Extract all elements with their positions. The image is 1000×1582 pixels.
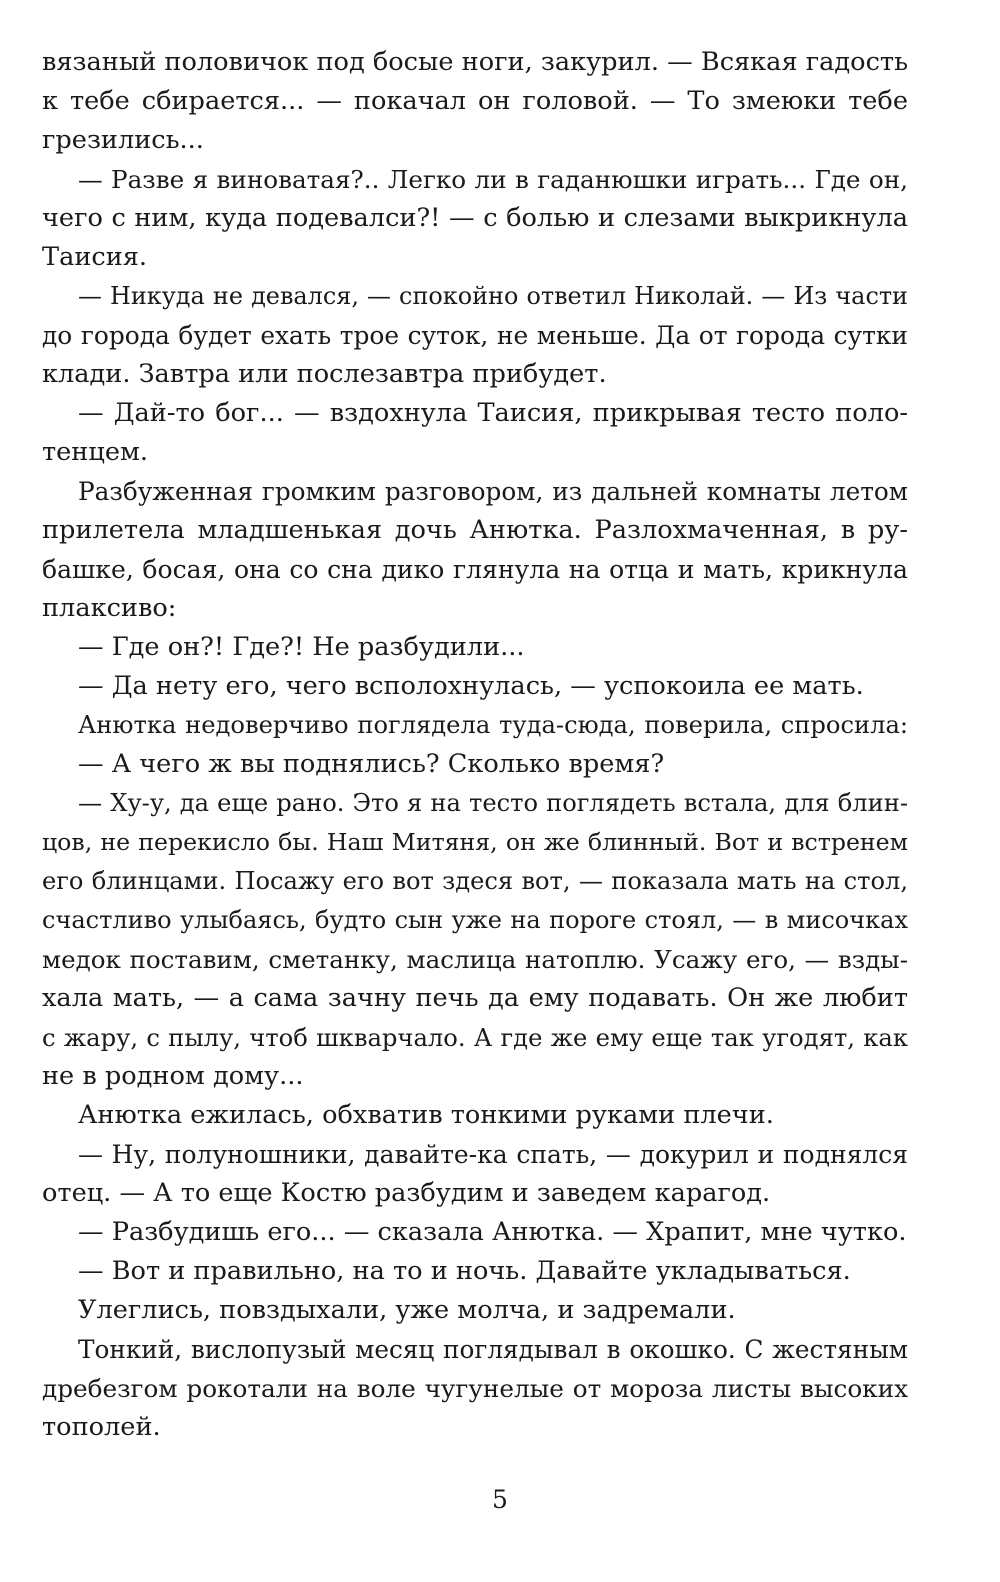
text-line: Разбуженная громким разговором, из дальней комнаты летом — [78, 477, 908, 506]
text-line: тенцем. — [42, 437, 149, 467]
text-line: Анютка ежилась, обхватив тонкими руками плечи. — [78, 1100, 774, 1130]
text-line: — А чего ж вы поднялись? Сколько время? — [78, 749, 665, 779]
text-line: клади. Завтра или послезавтра прибудет. — [42, 359, 607, 389]
text-line: Анютка недоверчиво поглядела туда-сюда, поверила, спросила: — [78, 711, 908, 739]
text-line: с жару, с пылу, чтоб шкварчало. А где же ему еще так угодят, как — [42, 1023, 908, 1052]
text-line: — Разбудишь его... — сказала Анютка. — Храпит, мне чутко. — [78, 1217, 907, 1247]
text-line: прилетела младшенькая дочь Анютка. Разлохмаченная, в ру- — [42, 515, 908, 545]
text-line: цов, не перекисло бы. Наш Митяня, он же блинный. Вот и встренем — [42, 828, 908, 856]
text-line: плаксиво: — [42, 593, 177, 623]
text-line: дребезгом рокотали на воле чугунелые от мороза листы высоких — [42, 1374, 908, 1403]
text-line: отец. — А то еще Костю разбудим и заведем карагод. — [42, 1178, 771, 1208]
page-number: 5 — [492, 1485, 508, 1514]
text-line: тополей. — [42, 1412, 161, 1442]
text-line: до города будет ехать трое суток, не меньше. Да от города сутки — [42, 321, 908, 350]
text-line: — Ху-у, да еще рано. Это я на тесто поглядеть встала, для блин- — [78, 789, 908, 817]
text-line: медок поставим, сметанку, маслица натоплю. Усажу его, — взды- — [42, 945, 908, 974]
text-line: счастливо улыбаясь, будто сын уже на пороге стоял, — в мисочках — [42, 906, 908, 934]
text-line: Таисия. — [42, 242, 148, 272]
text-line: башке, босая, она со сна дико глянула на отца и мать, крикнула — [42, 555, 908, 584]
text-line: грезились... — [42, 125, 204, 155]
text-line: его блинцами. Посажу его вот здеся вот, — показала мать на стол, — [42, 867, 908, 895]
text-line: Улеглись, повздыхали, уже молча, и задремали. — [78, 1295, 736, 1325]
text-line: вязаный половичок под босые ноги, закурил. — Всякая гадость — [42, 47, 908, 77]
text-line: — Никуда не девался, — спокойно ответил Николай. — Из части — [78, 282, 908, 310]
text-line: Тонкий, вислопузый месяц поглядывал в окошко. С жестяным — [78, 1335, 908, 1364]
body-text — [42, 43, 908, 1447]
text-line: — Да нету его, чего всполохнулась, — успокоила ее мать. — [78, 671, 864, 701]
text-line: не в родном дому... — [42, 1061, 304, 1091]
text-line: — Ну, полуношники, давайте-ка спать, — докурил и поднялся — [78, 1140, 908, 1169]
text-line: чего с ним, куда подевалси?! — с болью и слезами выкрикнула — [42, 203, 908, 233]
text-line: — Где он?! Где?! Не разбудили... — [78, 632, 525, 662]
text-line: хала мать, — а сама зачну печь да ему подавать. Он же любит — [42, 983, 908, 1013]
text-line: к тебе сбирается... — покачал он головой. — То змеюки тебе — [42, 86, 908, 116]
text-line: — Разве я виноватая?.. Легко ли в гаданюшки играть... Где он, — [78, 165, 908, 194]
text-line: — Вот и правильно, на то и ночь. Давайте укладываться. — [78, 1256, 851, 1286]
text-line: — Дай-то бог... — вздохнула Таисия, прикрывая тесто поло- — [78, 398, 908, 428]
